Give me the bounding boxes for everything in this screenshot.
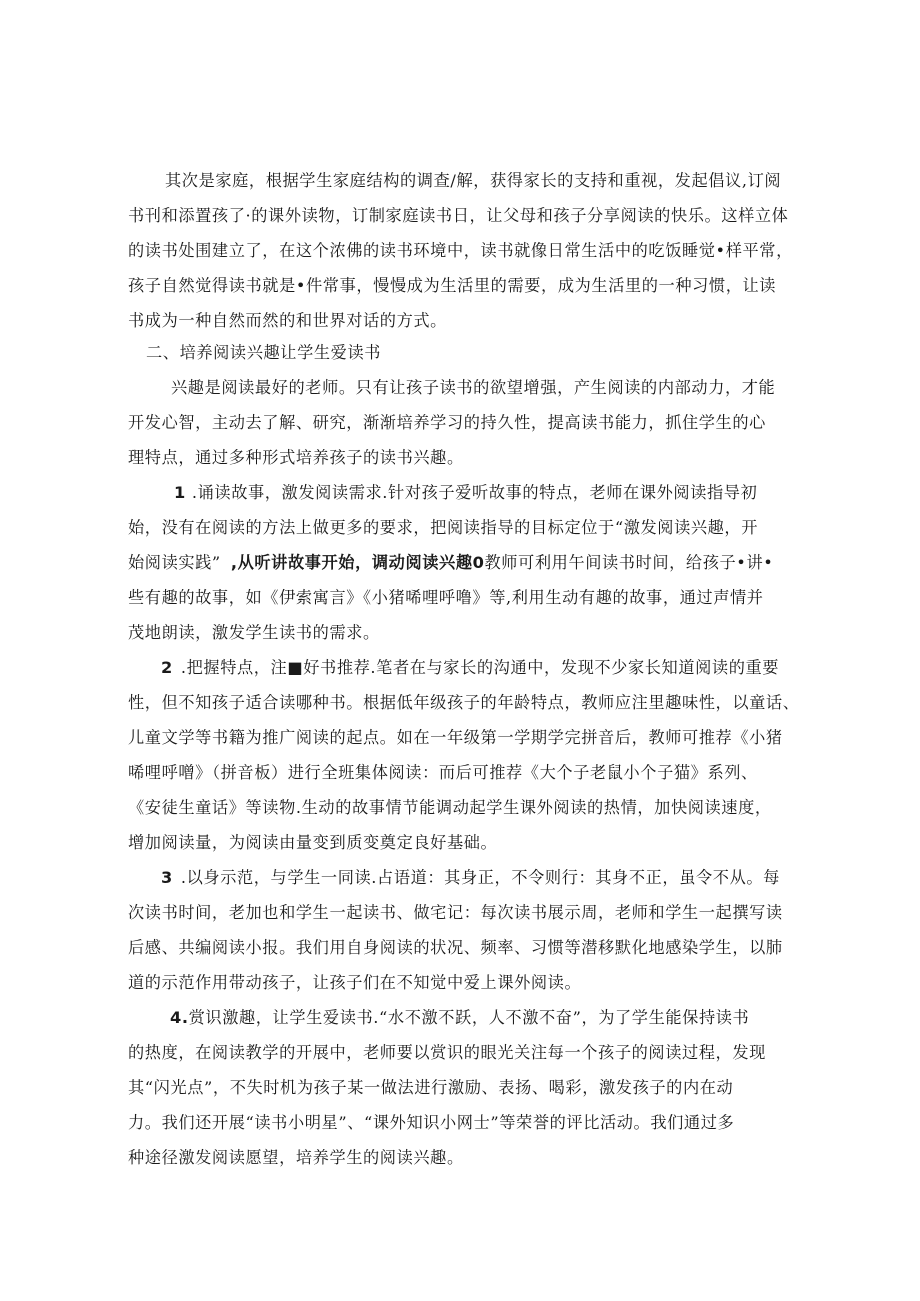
item-number: 3: [161, 868, 173, 887]
list-item-2-first-line: [161, 658, 779, 678]
text-line: 儿童文学等书籍为推广阅读的起点。如在一年级第一学期学完拼音后，教师可推荐《小猪: [128, 728, 783, 747]
item-number: 2: [161, 658, 173, 677]
item-number: 1: [174, 483, 186, 502]
text-line: 书成为一种自然而然的和世界对话的方式。: [128, 311, 447, 330]
text-line: 书刊和添置孩了·的课外读物，订制家庭读书日，让父母和孩子分享阅读的快乐。这样立体: [128, 206, 789, 225]
section-heading: 二、培养阅读兴趣让学生爱读书: [146, 343, 382, 362]
text-line: 的热度，在阅读教学的开展中，老师要以赏识的眼光关注每一个孩子的阅读过程，发现: [128, 1043, 766, 1062]
text-segment: ,从听讲故事开始，调动阅读兴趣: [230, 553, 473, 572]
item-text: 赏识激趣，让学生爱读书.“水不激不跃，人不激不奋”，为了学生能保持读书: [188, 1008, 750, 1027]
text-line: 始，没有在阅读的方法上做更多的要求，把阅读指导的目标定位于“激发阅读兴趣，开: [128, 518, 759, 537]
item-text: 好书推荐.笔者在与家长的沟通中，发现不少家长知道阅读的重要: [303, 658, 780, 677]
text-line: 孩子自然觉得读书就是•件常事，慢慢成为生活里的需要，成为生活里的一种习惯，让读: [128, 276, 777, 295]
square-marker: ■: [287, 658, 304, 677]
text-line: 次读书时间，老加也和学生一起读书、做宅记：每次读书展示周，老师和学生一起撰写读: [128, 903, 783, 922]
text-line: 茂地朗读，激发学生读书的需求。: [128, 623, 380, 642]
text-segment: 始阅读实践”: [128, 553, 221, 572]
item-text: .诵读故事，激发阅读需求.针对孩子爱听故事的特点，老师在课外阅读指导初: [191, 483, 758, 502]
list-item-1-first-line: [174, 483, 757, 503]
text-line: 增加阅读量，为阅读由量变到质变奠定良好基础。: [128, 833, 498, 852]
text-line: 兴趣是阅读最好的老师。只有让孩子读书的欲望增强，产生阅读的内部动力，才能: [171, 378, 776, 397]
text-line: 些有趣的故事，如《伊索寓言》《小猪唏哩呼噜》等,利用生动有趣的故事，通过声情并: [128, 588, 764, 607]
text-line: 唏哩呼噌》（拼音板）进行全班集体阅读：而后可推荐《大个子老鼠小个子猫》系列、: [128, 763, 758, 782]
text-line: 性，但不知孩子适合读哪种书。根据低年级孩子的年龄特点，教师应注里趣味性，以童话、: [128, 693, 800, 712]
text-line: [128, 553, 773, 573]
text-line: 的读书处围建立了，在这个浓佛的读书环境中，读书就像日常生活中的吃饭睡觉•样平常，: [128, 241, 793, 260]
item-text: .把握特点，注: [180, 658, 288, 677]
text-line: 后感、共编阅读小报。我们用自身阅读的状况、频率、习惯等潜移默化地感染学生，以肺: [128, 938, 783, 957]
text-line: 种途径激发阅读愿望，培养学生的阅读兴趣。: [128, 1148, 464, 1167]
item-number: 4.: [170, 1008, 189, 1027]
text-line: 《安徒生童话》等读物.生动的故事情节能调动起学生课外阅读的热情，加快阅读速度，: [128, 798, 772, 817]
list-item-3-first-line: [161, 868, 780, 888]
text-line: 开发心智，主动去了解、研究，渐渐培养学习的持久性，提高读书能力，抓住学生的心: [128, 413, 766, 432]
list-item-4-first-line: [170, 1008, 749, 1028]
text-line: 其次是家庭，根据学生家庭结构的调查/解，获得家长的支持和重视，发起倡议,订阅: [165, 171, 782, 190]
text-line: 道的示范作用带动孩子，让孩子们在不知觉中爱上课外阅读。: [128, 973, 582, 992]
item-text: .以身示范，与学生一同读.占语道：其身正，不令则行：其身不正，虽令不从。每: [180, 868, 780, 887]
text-line: 其“闪光点”，不失时机为孩子某一做法进行激励、表扬、喝彩，激发孩子的内在动: [128, 1078, 734, 1097]
text-line: 理特点，通过多种形式培养孩子的读书兴趣。: [128, 448, 464, 467]
text-line: 力。我们还开展“读书小明星”、“课外知识小网士”等荣誉的评比活动。我们通过多: [128, 1113, 735, 1132]
zero-marker: 0: [472, 553, 485, 572]
text-segment: 教师可利用午间读书时间，给孩子•讲•: [484, 553, 774, 572]
